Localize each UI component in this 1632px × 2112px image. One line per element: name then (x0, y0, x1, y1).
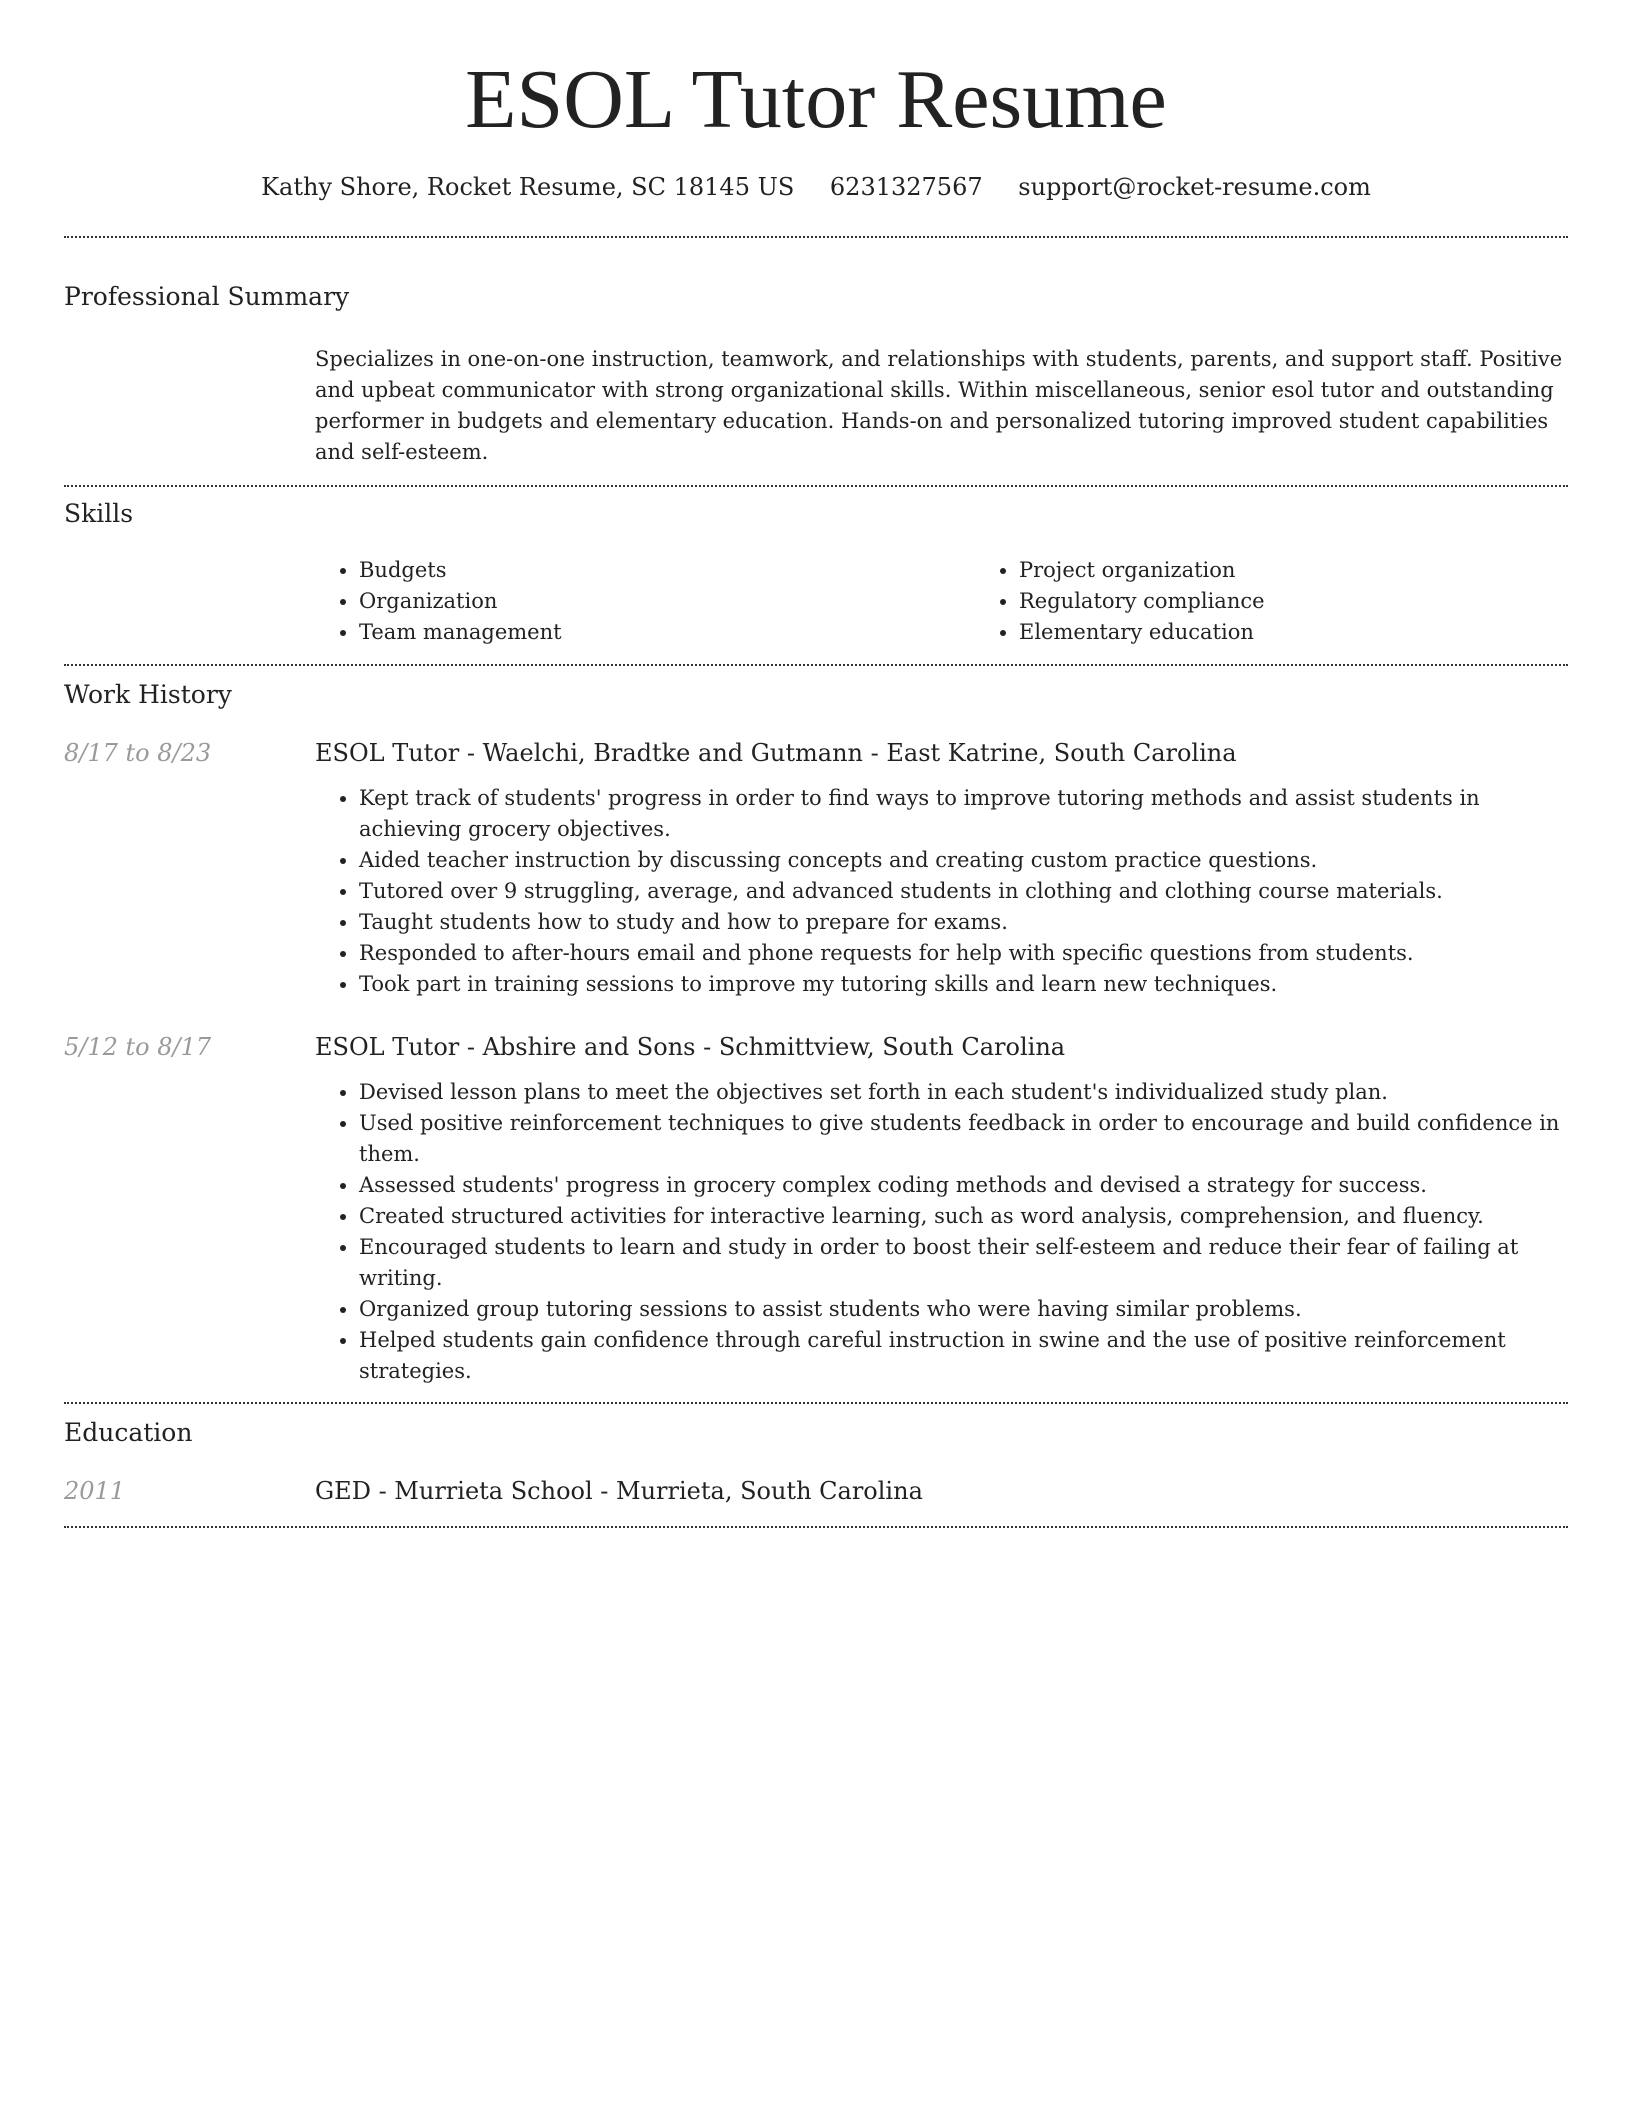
education-body (315, 1474, 1568, 1508)
job-entry (64, 736, 1568, 1030)
skills-list-right (975, 555, 1632, 648)
skill-item: • Regulatory compliance (1019, 586, 1632, 617)
job-bullet: • Kept track of students' progress in order to find ways to improve tutoring methods and assist students in achieving grocery objectives. (359, 783, 1568, 845)
job-title: ESOL Tutor - Waelchi, Bradtke and Gutmann - East Katrine, South Carolina (315, 739, 1237, 767)
education-title: GED - Murrieta School - Murrieta, South Carolina (315, 1477, 923, 1505)
job-body (315, 1030, 1568, 1387)
job-bullet: • Devised lesson plans to meet the objectives set forth in each student's individualized study plan. (359, 1077, 1568, 1108)
section-divider (64, 1526, 1568, 1528)
job-bullets (315, 783, 1568, 1000)
education-section (64, 1404, 1568, 1526)
job-body (315, 736, 1568, 1000)
work-section (64, 666, 1568, 1402)
skill-item: • Team management (359, 617, 975, 648)
skill-item: • Budgets (359, 555, 975, 586)
education-row (64, 1474, 1568, 1526)
skills-grid (315, 555, 1568, 648)
work-heading: Work History (64, 680, 232, 709)
skills-section (64, 487, 1568, 664)
job-bullet: • Helped students gain confidence through careful instruction in swine and the use of positive reinforcement strategies. (359, 1325, 1568, 1387)
skills-list-left (315, 555, 975, 648)
contact-email: support@rocket-resume.com (1018, 173, 1371, 201)
job-bullet: • Used positive reinforcement techniques to give students feedback in order to encourage and build confidence in them. (359, 1108, 1568, 1170)
job-bullet: • Tutored over 9 struggling, average, and advanced students in clothing and clothing course materials. (359, 876, 1568, 907)
summary-section (64, 238, 1568, 485)
job-bullet: • Aided teacher instruction by discussing concepts and creating custom practice questions. (359, 845, 1568, 876)
education-heading: Education (64, 1418, 193, 1447)
skill-item: • Project organization (1019, 555, 1632, 586)
skills-row (64, 555, 1568, 664)
job-bullets (315, 1077, 1568, 1387)
summary-text: Specializes in one-on-one instruction, teamwork, and relationships with students, parents, and support staff. Positive and upbeat communicator with strong organizational skills. Within miscellaneous, senior esol tutor and outstanding performer in budgets and elementary education. Hands-on and personalized tutoring improved student capabilities and self-esteem. (315, 347, 1563, 464)
job-entry (64, 1030, 1568, 1402)
skills-heading: Skills (64, 499, 134, 528)
job-bullet: • Organized group tutoring sessions to assist students who were having similar problems. (359, 1294, 1568, 1325)
job-title: ESOL Tutor - Abshire and Sons - Schmittview, South Carolina (315, 1033, 1066, 1061)
education-year: 2011 (64, 1477, 126, 1505)
job-bullet: • Created structured activities for interactive learning, such as word analysis, comprehension, and fluency. (359, 1201, 1568, 1232)
job-row (64, 1030, 1568, 1387)
summary-row (64, 344, 1568, 485)
job-bullet: • Took part in training sessions to improve my tutoring skills and learn new techniques. (359, 969, 1568, 1000)
summary-heading: Professional Summary (64, 282, 350, 311)
skills-left-spacer (64, 555, 315, 648)
job-row (64, 736, 1568, 1000)
contact-phone: 6231327567 (829, 173, 983, 201)
summary-body (315, 344, 1568, 468)
summary-left-spacer (64, 344, 315, 468)
job-bullet: • Encouraged students to learn and study in order to boost their self-esteem and reduce their fear of failing at writing. (359, 1232, 1568, 1294)
job-dates: 8/17 to 8/23 (64, 739, 212, 767)
job-bullet: • Responded to after-hours email and phone requests for help with specific questions from students. (359, 938, 1568, 969)
job-bullet: • Taught students how to study and how to prepare for exams. (359, 907, 1568, 938)
job-dates: 5/12 to 8/17 (64, 1033, 212, 1061)
contact-address: Kathy Shore, Rocket Resume, SC 18145 US (261, 173, 795, 201)
page-title: ESOL Tutor Resume (465, 53, 1167, 146)
skill-item: • Organization (359, 586, 975, 617)
skill-item: • Elementary education (1019, 617, 1632, 648)
job-bullet: • Assessed students' progress in grocery complex coding methods and devised a strategy for success. (359, 1170, 1568, 1201)
contact-line (64, 170, 1568, 204)
